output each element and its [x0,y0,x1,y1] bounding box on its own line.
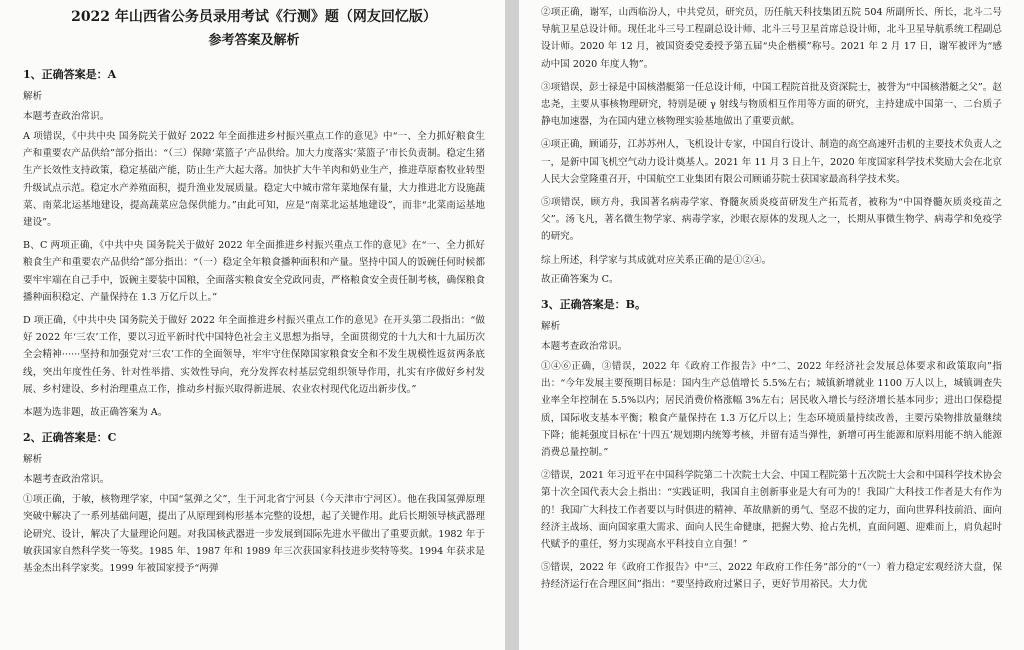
q1-topic: 本题考查政治常识。 [23,111,110,122]
q2-paragraph-5: ⑤项错误，顾方舟，我国著名病毒学家、脊髓灰质炎疫苗研发生产拓荒者，被称为“中国脊髓灰质炎疫苗之父”。汤飞凡，著名微生物学家、病毒学家，沙眼衣原体的发现人之一，长期从事微生物学、病毒学和免疫学的研究。 [541,197,1002,243]
q1-conclusion: 本题为选非题，故正确答案为 A。 [23,407,168,419]
q1-paragraph-d: D 项正确，《中共中央 国务院关于做好 2022 年全面推进乡村振兴重点工作的意见》在开头第二段指出：“做好 2022 年‘三农’工作，要以习近平新时代中国特色社会主义思想为指导，全面贯彻党的十九大和十九届历次全会精神······坚持和加强党对‘三农’工作的全面领导，牢牢守住保障国家粮食安全和不发生规模性返贫两条底线，突出年度性任务、针对性举措、实效性导向，充分发挥农村基层党组织领导作用，扎实有序做好乡村发展、乡村建设、乡村治理重点工作，推动乡村振兴取得新进展、农业农村现代化迈出新步伐。” [23,315,485,395]
left-page [0,0,505,650]
q1-paragraph-a: A 项错误，《中共中央 国务院关于做好 2022 年全面推进乡村振兴重点工作的意见》中“一、全力抓好粮食生产和重要农产品供给”部分指出：“（三）保障‘菜篮子’产品供给。加大力度落实‘菜篮子’市长负责制。稳定生猪生产长效性支持政策，稳定基础产能，防止生产大起大落。加快扩大牛羊肉和奶业生产，推进草原畜牧业转型升级试点示范。稳定水产养殖面积，提升渔业发展质量。稳定大中城市常年菜地保有量，大力推进北方设施蔬菜、南菜北运基地建设，提高蔬菜应急保供能力。”由此可知，应是“南菜北运基地建设”，而非“北菜南运基地建设”。 [23,131,485,229]
q3-paragraph-2: ②错误，2021 年习近平在中国科学院第二十次院士大会、中国工程院第十五次院士大会和中国科学技术协会第十次全国代表大会上指出：“实践证明，我国自主创新事业是大有可为的！我国广大科技工作者是大有作为的！我国广大科技工作者要以与时俱进的精神、革故鼎新的勇气、坚忍不拔的定力，面向世界科技前沿、面向经济主战场、面向国家重大需求、面向人民生命健康，把握大势、抢占先机，直面问题、迎难而上，肩负起时代赋予的重任，努力实现高水平科技自立自强！” [541,470,1002,551]
q3-paragraph-1: ①④⑥正确，③错误，2022 年《政府工作报告》中“二、2022 年经济社会发展总体要求和政策取向”指出：“今年发展主要预期目标是：国内生产总值增长 5.5%左右；城镇新增就业 1100 万人以上，城镇调查失业率全年控制在 5.5%以内；居民消费价格涨幅 3%左右；居民收入增长与经济增长基本同步；进出口保稳提质，国际收支基本平衡；粮食产量保持在 1.3 万亿斤以上；生态环境质量持续改善，主要污染物排放量继续下降；能耗强度目标在‘十四五’规划期内统筹考核，并留有适当弹性，新增可再生能源和原料用能不纳入能源消费总量控制。” [541,361,1002,459]
q3-analysis-label: 解析 [541,321,561,333]
q1-paragraph-bc: B、C 两项正确，《中共中央 国务院关于做好 2022 年全面推进乡村振兴重点工作的意见》在“一、全力抓好粮食生产和重要农产品供给”部分指出：“（一）稳定全年粮食播种面积和产量。坚持中国人的饭碗任何时候都要牢牢端在自己手中，饭碗主要装中国粮，全面落实粮食安全党政同责，严格粮食安全责任制考核，确保粮食播种面积稳定、产量保持在 1.3 万亿斤以上。” [23,240,485,303]
q3-answer: 3、正确答案是：B。 [541,298,646,312]
q2-paragraph-2: ②项正确，谢军，山西临汾人，中共党员，研究员，历任航天科技集团五院 504 所副所长、所长，北斗二号导航卫星总设计师。现任北斗三号工程副总设计师、北斗三号卫星首席总设计师，北斗卫星导航系统工程副总设计师。2020 年 12 月，被国资委党委授予第五届“央企楷模”称号。2021 年 2 月 17 日，谢军被评为“感动中国 2020 年度人物”。 [541,7,1002,70]
q1-answer: 1、正确答案是：A [23,68,117,81]
q2-analysis-label: 解析 [23,454,43,466]
document-subtitle: 参考答案及解析 [208,33,300,48]
q2-answer: 2、正确答案是：C [23,431,117,445]
document-title: 2022 年山西省公务员录用考试《行测》题（网友回忆版） [71,9,437,25]
q3-topic: 本题考查政治常识。 [541,341,628,353]
page-gutter [505,0,519,650]
q2-topic: 本题考查政治常识。 [23,474,110,486]
right-page [519,0,1024,650]
q2-summary: 综上所述，科学家与其成就对应关系正确的是①②④。 [541,254,772,266]
q2-paragraph-1: ①项正确，于敏，核物理学家，中国“氢弹之父”，生于河北省宁河县（今天津市宁河区）。他在我国氢弹原理突破中解决了一系列基础问题，提出了从原理到构形基本完整的设想，起了关键作用。此后长期领导核武器理论研究、设计，解决了大量理论问题。对我国核武器进一步发展到国际先进水平做出了重要贡献。1982 年于敏获国家自然科学奖一等奖。1985 年、1987 年和 1989 年三次获国家科技进步奖特等奖。1994 年获求是基金杰出科学家奖。1999 年被国家授予“两弹 [23,494,485,575]
q1-analysis-label: 解析 [23,91,43,102]
q2-conclusion: 故正确答案为 C。 [541,273,619,285]
q2-paragraph-3: ③项错误，彭士禄是中国核潜艇第一任总设计师，中国工程院首批及资深院士，被誉为“中国核潜艇之父”。赵忠尧，主要从事核物理研究，特别是硬 γ 射线与物质相互作用等方面的研究，主持建成中国第一、二台质子静电加速器，为在国内建立核物理实验基地做出了重要贡献。 [541,81,1002,128]
q3-paragraph-3: ⑤错误，2022 年《政府工作报告》中“三、2022 年政府工作任务”部分的“（一）着力稳定宏观经济大盘，保持经济运行在合理区间”指出：“要坚持政府过紧日子，更好节用裕民。大力优 [541,562,1002,591]
q2-paragraph-4: ④项正确，顾诵芬，江苏苏州人，飞机设计专家，中国自行设计、制造的高空高速歼击机的主要技术负责人之一，是新中国飞机空气动力设计奠基人。2021 年 11 月 3 日上午，2020 年度国家科学技术奖励大会在北京人民大会堂隆重召开，中国航空工业集团有限公司顾诵芬院士获国家最高科学技术奖。 [541,139,1002,185]
